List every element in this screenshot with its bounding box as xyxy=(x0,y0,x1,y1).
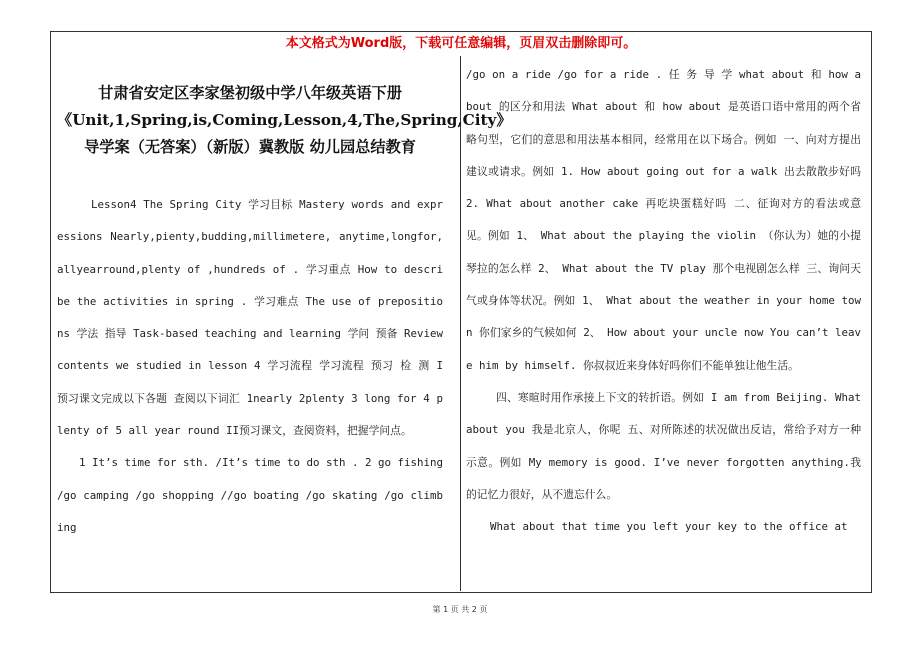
paragraph-transition-usage: 四、寒暄时用作承接上下文的转折语。例如 I am from Beijing. What about you 我是北京人，你呢 五、对所陈述的状况做出反诘，常给予对方一种示意。例如 My memory is good. I’ve never forgotten anything.我的记忆力很好，从不遗忘什么。 xyxy=(466,390,861,501)
document-title: 甘肃省安定区李家堡初级中学八年级英语下册《Unit,1,Spring,is,Coming,Lesson,4,The,Spring,City》导学案（无答案）（新版）冀教版 幼儿园总结教育 xyxy=(57,84,512,156)
header-notice: 本文格式为Word版，下载可任意编辑，页眉双击删除即可。 xyxy=(285,36,637,51)
left-column xyxy=(57,64,512,544)
page-number: 第 1 页 共 2 页 xyxy=(432,605,488,614)
column-divider xyxy=(460,56,461,591)
paragraph-lesson-intro: Lesson4 The Spring City 学习目标 Mastery words and expressions Nearly,pienty,budding,millimetere, anytime,longfor,allyearround,plenty of ,hundreds of . 学习重点 How to describe the activities in spring . 学习难点 The use of prepositions 学法 指导 Task-based teaching and learning 学问 预备 Review contents we studied in lesson 4 学习流程 学习流程 预习 检 测 I 预习课文完成以下各题 查阅以下词汇 1nearly 2plenty 3 long for 4 plenty of 5 all year round II预习课文，查阅资料，把握学问点。 xyxy=(57,198,443,438)
paragraph-what-about-usage: /go on a ride /go for a ride . 任 务 导 学 what about 和 how about 的区分和用法 What about 和 how about 是英语口语中常用的两个省略句型，它们的意思和用法基本相同，经常用在以下场合。例如 一、向对方提出建议或请求。例如 1. How about going out for a walk 出去散散步好吗 2. What about another cake 再吃块蛋糕好吗 二、征询对方的看法或意见。例如 1、 What about the playing the violin （你认为）她的小提琴拉的怎么样 2、 What about the TV play 那个电视剧怎么样 三、询问天气或身体等状况。例如 1、 What about the weather in your home town 你们家乡的气候如何 2、 How about your uncle now You can’t leave him by himself. 你叔叔近来身体好吗你们不能单独让他生活。 xyxy=(466,68,861,372)
right-column xyxy=(466,59,861,543)
paragraph-phrases: 1 It’s time for sth. /It’s time to do sth . 2 go fishing /go camping /go shopping //go boating /go skating /go climbing xyxy=(57,456,444,534)
paragraph-example: What about that time you left your key to the office at xyxy=(490,520,848,534)
